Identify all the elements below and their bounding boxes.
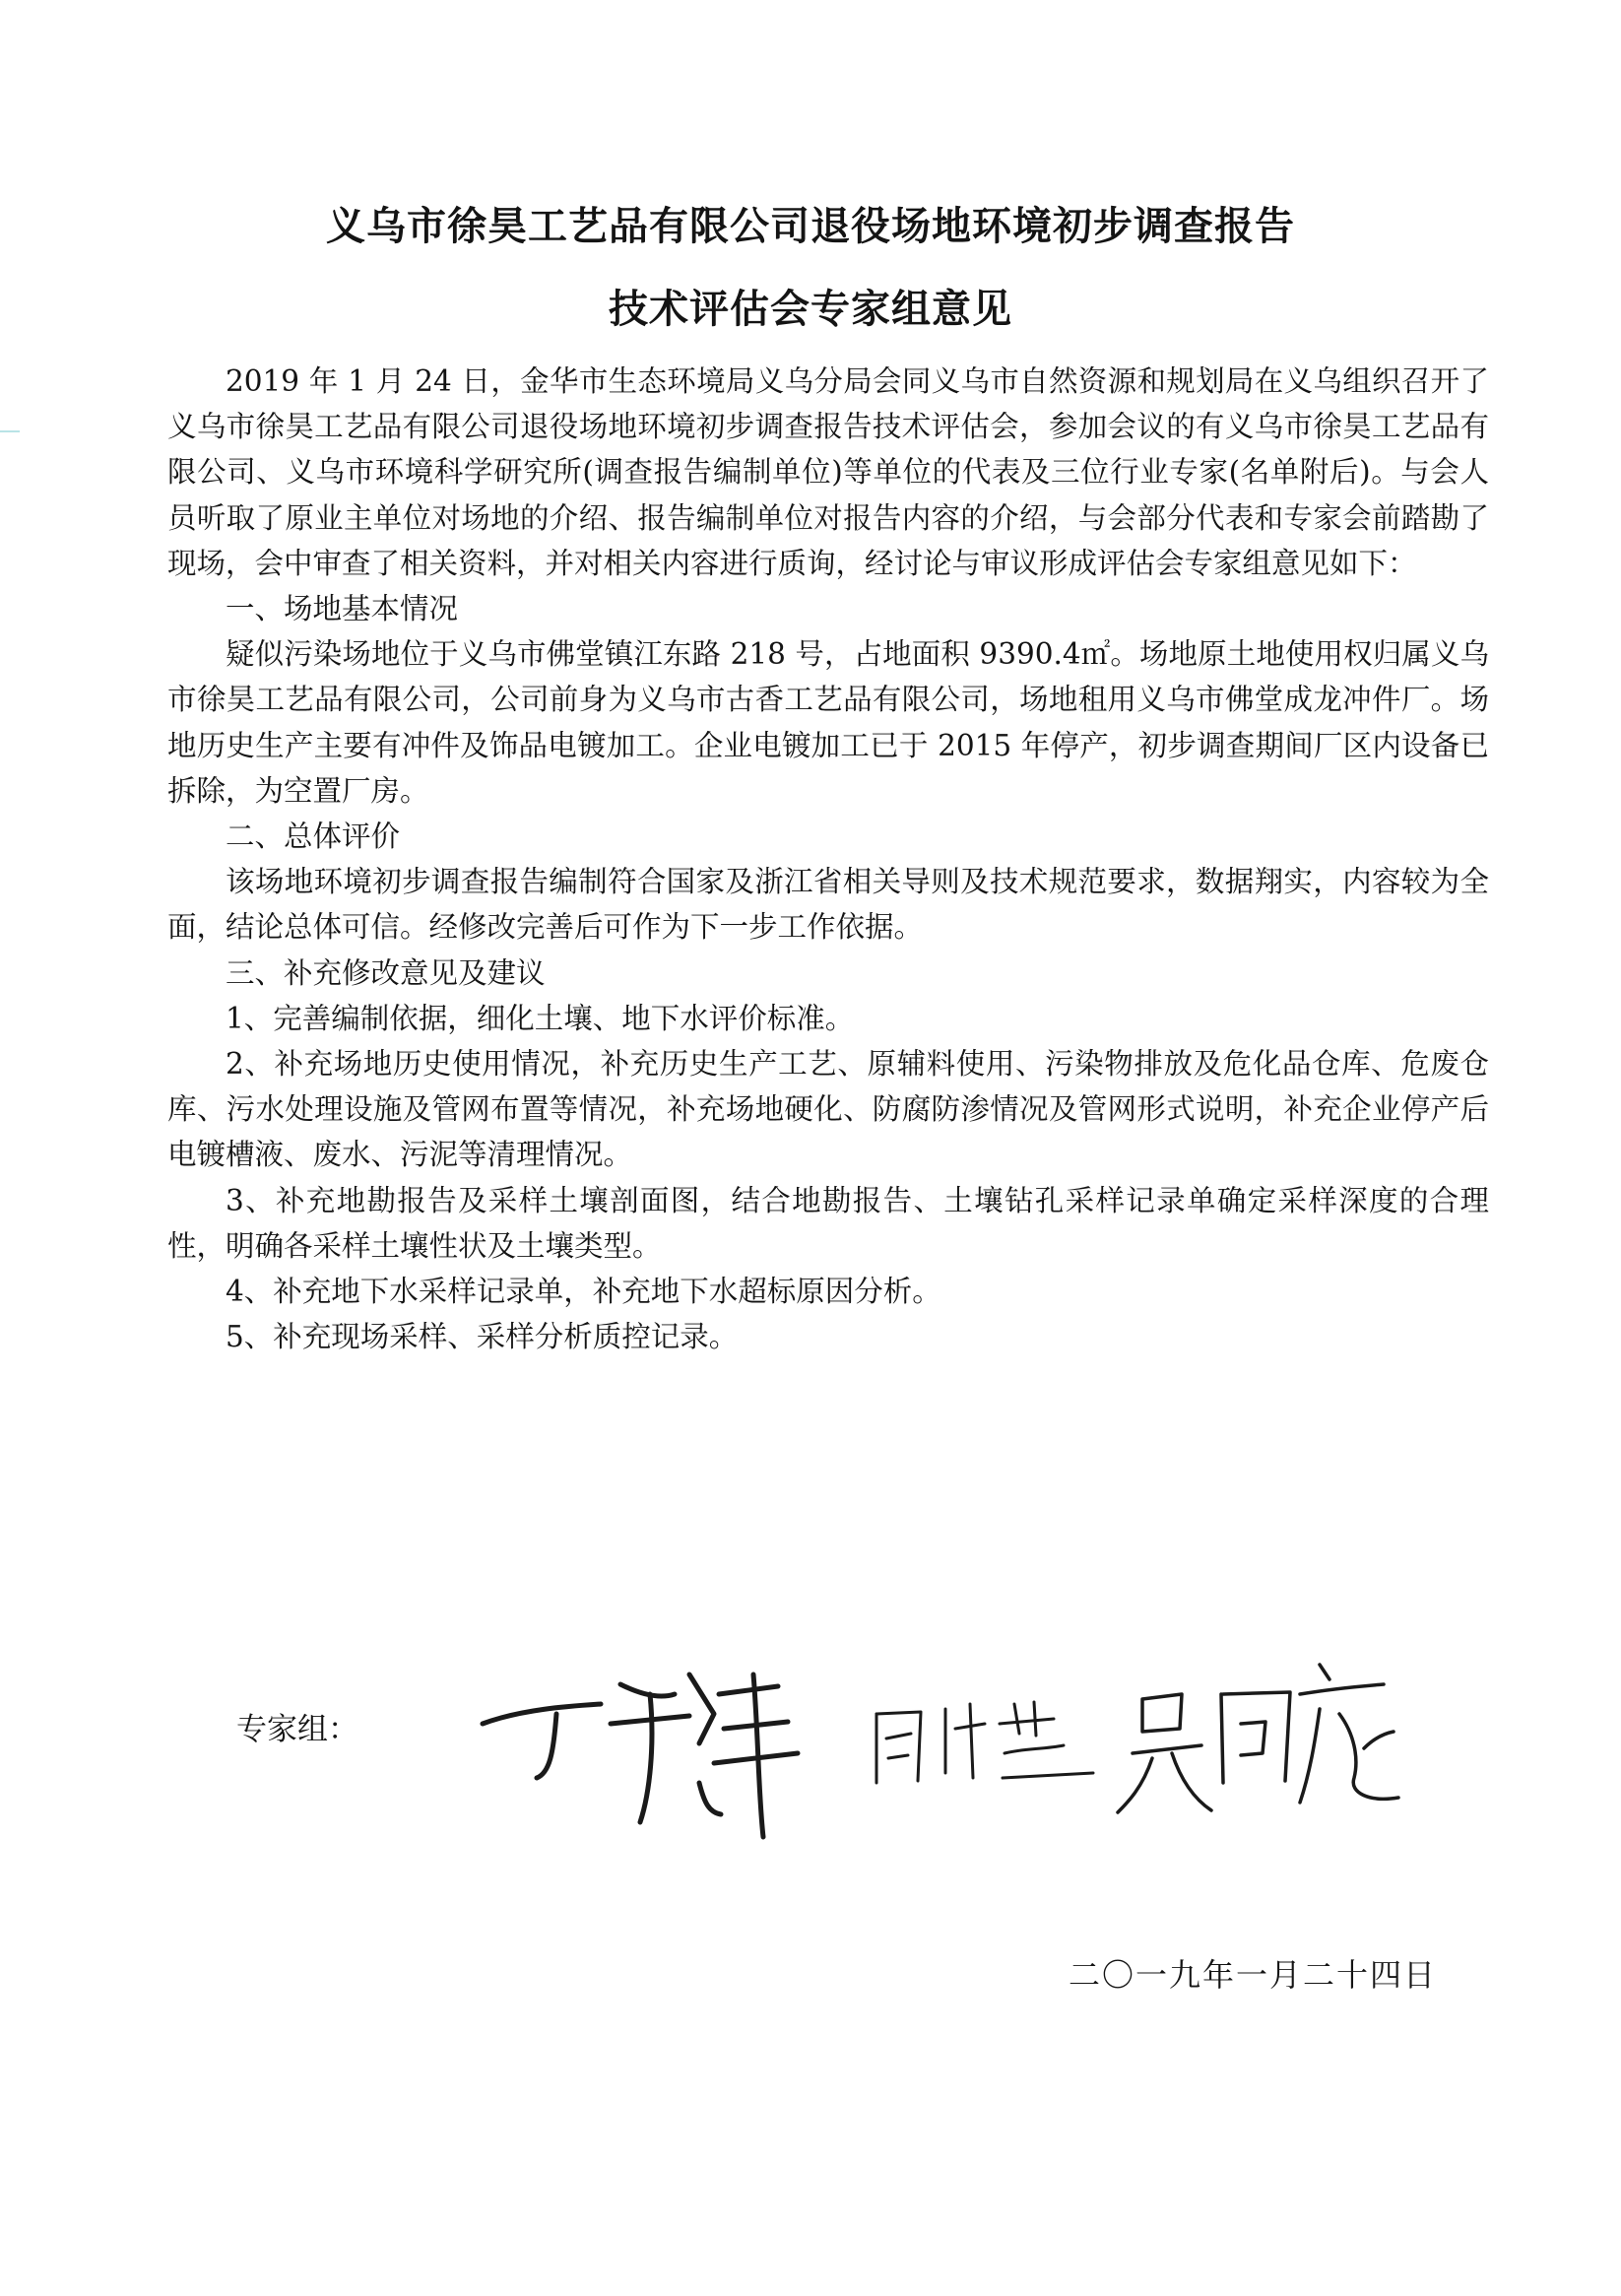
document-title-line1: 义乌市徐昊工艺品有限公司退役场地环境初步调查报告 — [326, 203, 1295, 249]
suggestion-item-5: 5、补充现场采样、采样分析质控记录。 — [226, 1320, 739, 1354]
evaluation-paragraph: 该场地环境初步调查报告编制符合国家及浙江省相关导则及技术规范要求，数据翔实，内容较为全面，结论总体可信。经修改完善后可作为下一步工作依据。 — [167, 865, 1489, 945]
expert-group-label: 专家组： — [236, 1712, 358, 1747]
handwritten-signatures — [463, 1655, 1448, 1842]
signature-3 — [1118, 1665, 1398, 1812]
signature-1 — [483, 1674, 798, 1837]
scan-edge-mark — [0, 430, 20, 432]
signature-2 — [876, 1702, 1093, 1783]
intro-paragraph: 2019 年 1 月 24 日，金华市生态环境局义乌分局会同义乌市自然资源和规划局在义乌组织召开了义乌市徐昊工艺品有限公司退役场地环境初步调查报告技术评估会，参加会议的有义乌市徐昊工艺品有限公司、义乌市环境科学研究所(调查报告编制单位)等单位的代表及三位行业专家(名单附后)。与会人员听取了原业主单位对场地的介绍、报告编制单位对报告内容的介绍，与会部分代表和专家会前踏勘了现场，会中审查了相关资料，并对相关内容进行质询，经讨论与审议形成评估会专家组意见如下： — [167, 364, 1489, 580]
site-info-paragraph: 疑似污染场地位于义乌市佛堂镇江东路 218 号，占地面积 9390.4㎡。场地原土地使用权归属义乌市徐昊工艺品有限公司，公司前身为义乌市古香工艺品有限公司，场地租用义乌市佛堂成龙冲件厂。场地历史生产主要有冲件及饰品电镀加工。企业电镀加工已于 2015 年停产，初步调查期间厂区内设备已拆除，为空置厂房。 — [167, 637, 1489, 808]
document-date: 二〇一九年一月二十四日 — [1069, 1956, 1438, 1994]
suggestion-item-2: 2、补充场地历史使用情况，补充历史生产工艺、原辅料使用、污染物排放及危化品仓库、危废仓库、污水处理设施及管网布置等情况，补充场地硬化、防腐防渗情况及管网形式说明，补充企业停产后电镀槽液、废水、污泥等清理情况。 — [167, 1047, 1489, 1172]
document-body — [167, 359, 1489, 1359]
document-title-line2: 技术评估会专家组意见 — [609, 286, 1012, 332]
section-heading-3: 三、补充修改意见及建议 — [226, 955, 546, 990]
section-heading-1: 一、场地基本情况 — [226, 592, 459, 626]
suggestion-item-4: 4、补充地下水采样记录单，补充地下水超标原因分析。 — [226, 1275, 941, 1309]
suggestion-item-1: 1、完善编制依据，细化土壤、地下水评价标准。 — [226, 1001, 855, 1035]
section-heading-2: 二、总体评价 — [226, 820, 401, 854]
suggestion-item-3: 3、补充地勘报告及采样土壤剖面图，结合地勘报告、土壤钻孔采样记录单确定采样深度的合理性，明确各采样土壤性状及土壤类型。 — [167, 1183, 1489, 1263]
